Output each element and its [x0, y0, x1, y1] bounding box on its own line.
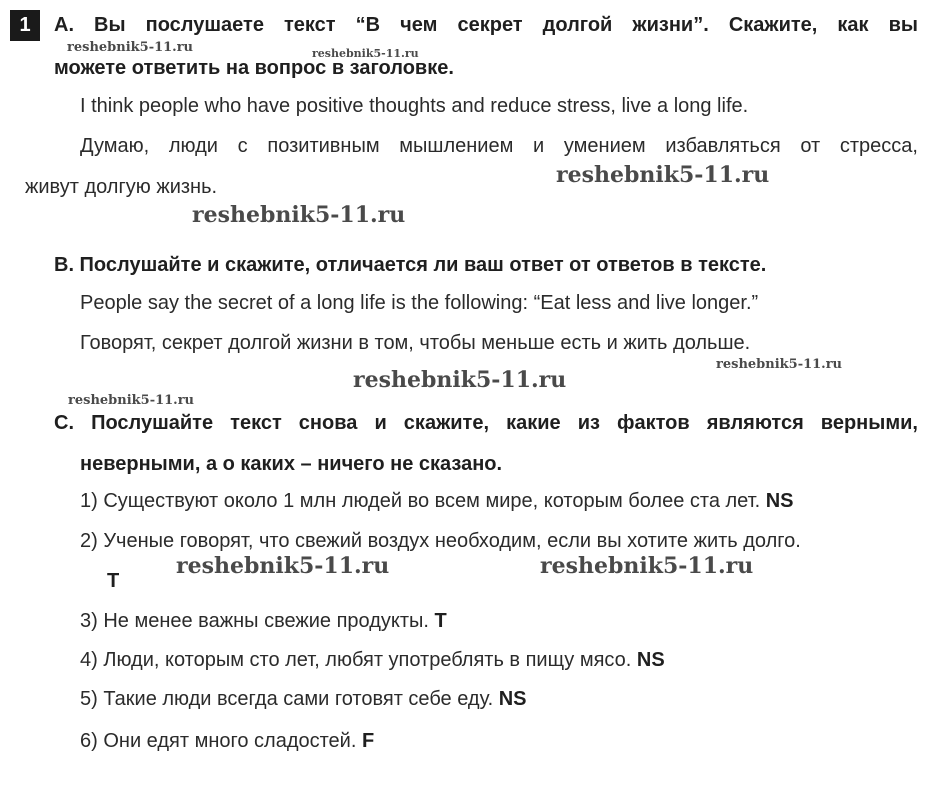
section-b-english-answer: People say the secret of a long life is the following: “Eat less and live longer.”	[80, 292, 759, 314]
list-item	[80, 729, 374, 753]
fact-answer: NS	[498, 688, 527, 710]
watermark: reshebnik5-11.ru	[556, 162, 770, 188]
section-a-heading-cont: можете ответить на вопрос в заголовке.	[54, 57, 454, 79]
fact-answer: NS	[636, 649, 665, 671]
watermark: reshebnik5-11.ru	[353, 367, 567, 393]
list-item	[80, 687, 527, 711]
section-c-heading: C. Послушайте текст снова и скажите, какие из фактов являются верными,	[54, 412, 918, 434]
fact-text: 4) Люди, которым сто лет, любят употреблять в пищу мясо.	[80, 649, 632, 671]
watermark: reshebnik5-11.ru	[67, 40, 194, 55]
watermark: reshebnik5-11.ru	[716, 357, 843, 372]
section-a-english-answer: I think people who have positive thoughts and reduce stress, live a long life.	[80, 95, 749, 117]
watermark: reshebnik5-11.ru	[68, 393, 195, 408]
section-a-russian-answer-cont: живут долгую жизнь.	[25, 176, 218, 198]
fact-answer: F	[361, 730, 375, 752]
fact-text: 1) Существуют около 1 млн людей во всем мире, которым более ста лет.	[80, 490, 761, 512]
fact-text: 2) Ученые говорят, что свежий воздух необходим, если вы хотите жить долго.	[80, 530, 801, 552]
fact-text: 5) Такие люди всегда сами готовят себе еду.	[80, 688, 494, 710]
list-item	[80, 648, 665, 672]
fact-answer: T	[434, 610, 447, 632]
list-item	[80, 489, 794, 513]
section-c-heading-cont: неверными, а о каких – ничего не сказано.	[80, 453, 503, 475]
fact-text: 3) Не менее важны свежие продукты.	[80, 610, 429, 632]
section-b-heading: B. Послушайте и скажите, отличается ли ваш ответ от ответов в тексте.	[54, 254, 767, 276]
watermark: reshebnik5-11.ru	[192, 202, 406, 228]
list-item	[80, 529, 801, 553]
list-item	[80, 609, 447, 633]
section-a-heading: A. Вы послушаете текст “В чем секрет долгой жизни”. Скажите, как вы	[54, 14, 918, 36]
watermark: reshebnik5-11.ru	[176, 553, 390, 579]
section-a-russian-answer: Думаю, люди с позитивным мышлением и умением избавляться от стресса,	[80, 135, 918, 157]
exercise-number-badge: 1	[10, 10, 40, 41]
watermark: reshebnik5-11.ru	[312, 47, 419, 60]
section-b-russian-answer: Говорят, секрет долгой жизни в том, чтобы меньше есть и жить дольше.	[80, 332, 751, 354]
fact-text: 6) Они едят много сладостей.	[80, 730, 357, 752]
watermark: reshebnik5-11.ru	[540, 553, 754, 579]
fact-answer: NS	[765, 490, 794, 512]
fact-answer: T	[107, 570, 120, 592]
